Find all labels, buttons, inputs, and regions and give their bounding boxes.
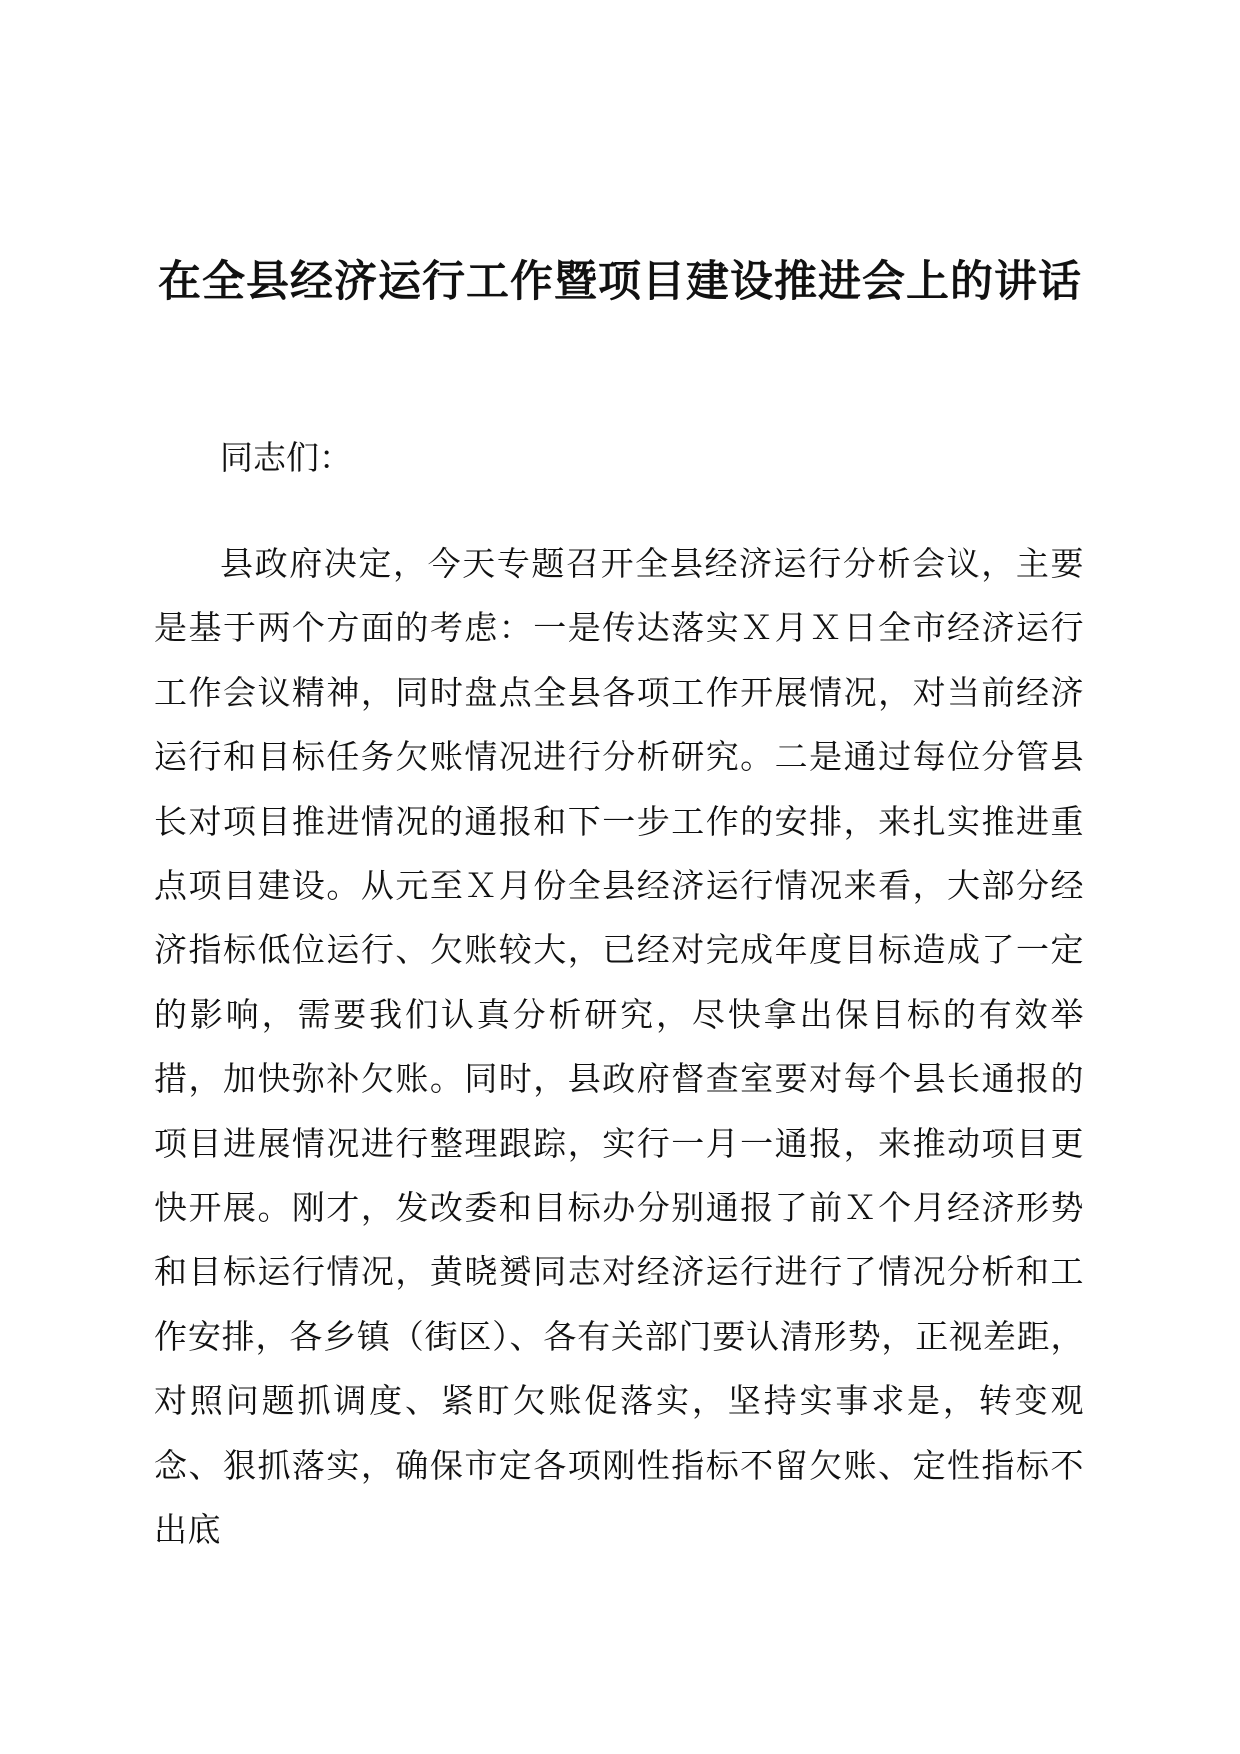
body-paragraph: 县政府决定，今天专题召开全县经济运行分析会议，主要是基于两个方面的考虑：一是传达落实Ｘ月Ｘ日全市经济运行工作会议精神，同时盘点全县各项工作开展情况，对当前经济运行和目标任务欠账情况进行分析研究。二是通过每位分管县长对项目推进情况的通报和下一步工作的安排，来扎实推进重点项目建设。从元至Ｘ月份全县经济运行情况来看，大部分经济指标低位运行、欠账较大，已经对完成年度目标造成了一定的影响，需要我们认真分析研究，尽快拿出保目标的有效举措，加快弥补欠账。同时，县政府督查室要对每个县长通报的项目进展情况进行整理跟踪，实行一月一通报，来推动项目更快开展。刚才，发改委和目标办分别通报了前Ｘ个月经济形势和目标运行情况，黄晓赟同志对经济运行进行了情况分析和工作安排，各乡镇（街区）、各有关部门要认清形势，正视差距，对照问题抓调度、紧盯欠账促落实，坚持实事求是，转变观念、狠抓落实，确保市定各项刚性指标不留欠账、定性指标不出底 [154, 544, 1085, 1550]
document-title: 在全县经济运行工作暨项目建设推进会上的讲话 [158, 257, 1082, 307]
document-body [154, 428, 1085, 1550]
salutation: 同志们： [220, 438, 352, 477]
